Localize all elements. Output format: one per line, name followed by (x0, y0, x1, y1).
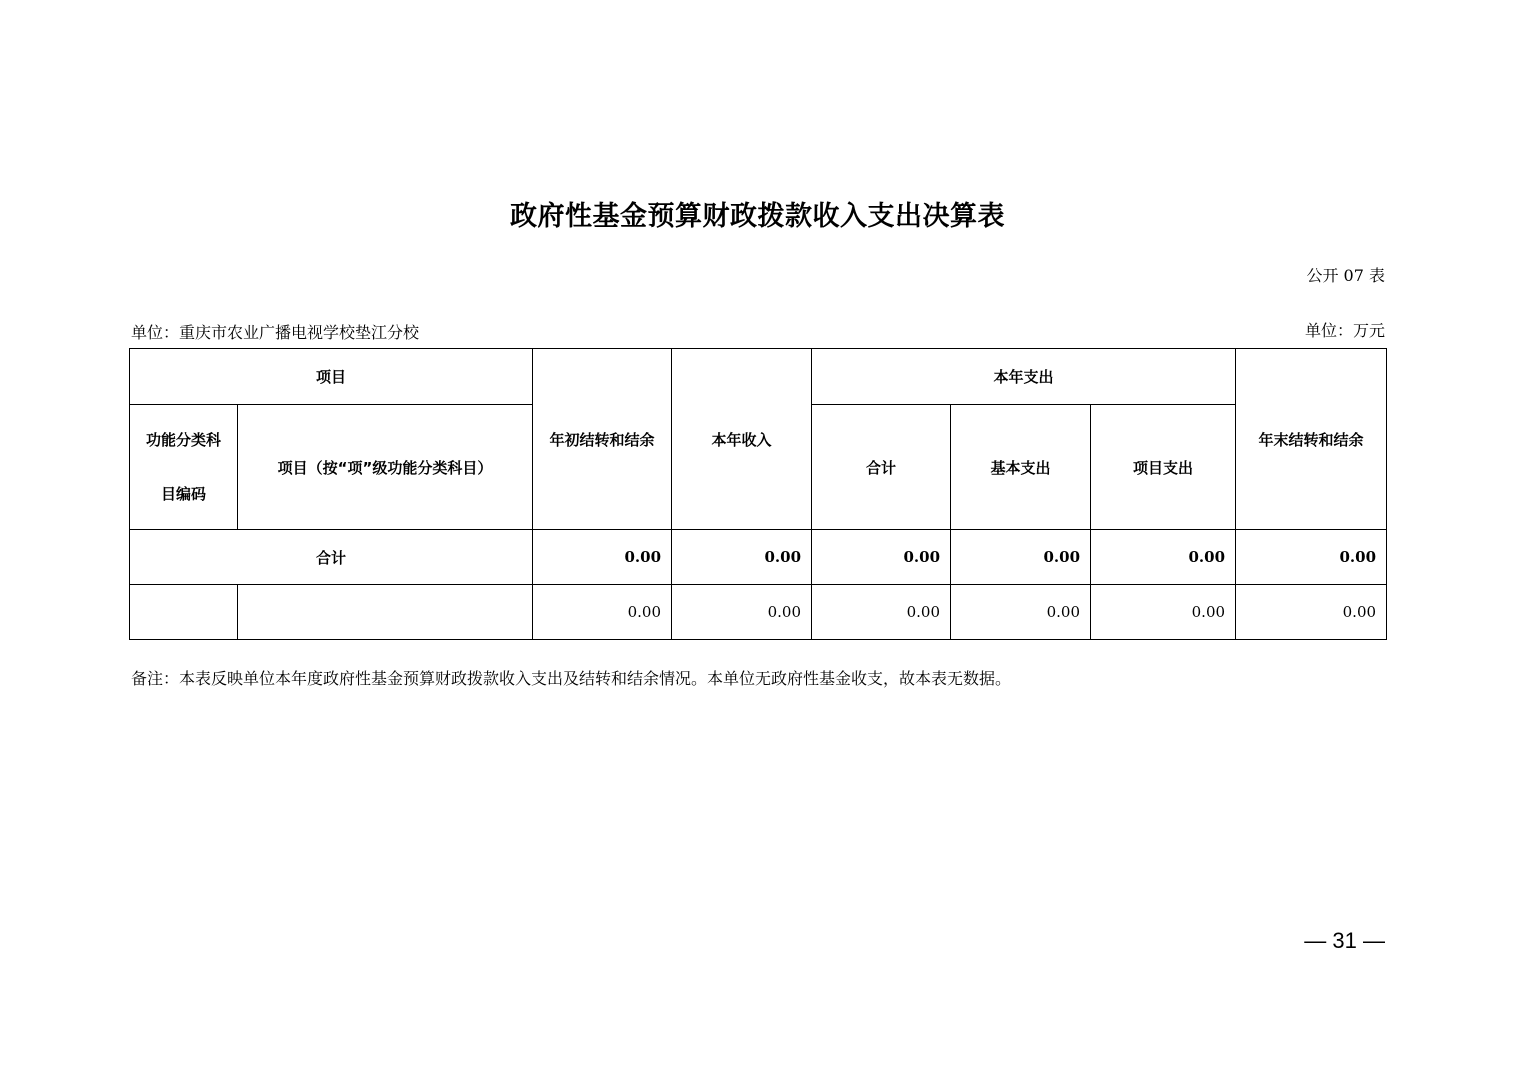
header-row-1 (130, 349, 1387, 405)
header-project-expense: 项目支出 (1091, 405, 1236, 530)
row-end: 0.00 (1236, 585, 1387, 640)
table-row (130, 585, 1387, 640)
page-title: 政府性基金预算财政拨款收入支出决算表 (510, 201, 1005, 232)
row-item (238, 585, 533, 640)
header-end-balance: 年末结转和结余 (1236, 349, 1387, 530)
header-code-line1: 功能分类科 (145, 431, 221, 449)
header-expense-sum: 合计 (812, 405, 951, 530)
header-code-line2: 目编码 (160, 485, 206, 503)
total-project: 0.00 (1091, 530, 1236, 585)
unit-name: 单位：重庆市农业广播电视学校垫江分校 (131, 323, 420, 342)
header-income: 本年收入 (672, 349, 812, 530)
total-end: 0.00 (1236, 530, 1387, 585)
header-project: 项目 (130, 349, 533, 405)
budget-table (129, 348, 1387, 640)
row-project: 0.00 (1091, 585, 1236, 640)
page-number: — 31 — (1304, 928, 1385, 953)
footnote: 备注：本表反映单位本年度政府性基金预算财政拨款收入支出及结转和结余情况。本单位无政府性基金收支，故本表无数据。 (131, 669, 1012, 688)
currency-unit: 单位：万元 (1304, 321, 1385, 340)
row-sum: 0.00 (812, 585, 951, 640)
table-number: 公开 07 表 (1306, 266, 1385, 285)
row-basic: 0.00 (951, 585, 1091, 640)
header-begin-balance: 年初结转和结余 (533, 349, 672, 530)
header-item: 项目（按“项”级功能分类科目） (238, 405, 533, 530)
header-code (130, 405, 238, 530)
total-label: 合计 (130, 530, 533, 585)
header-expense: 本年支出 (812, 349, 1236, 405)
total-basic: 0.00 (951, 530, 1091, 585)
row-income: 0.00 (672, 585, 812, 640)
total-sum: 0.00 (812, 530, 951, 585)
total-income: 0.00 (672, 530, 812, 585)
row-code (130, 585, 238, 640)
total-row (130, 530, 1387, 585)
total-begin: 0.00 (533, 530, 672, 585)
row-begin: 0.00 (533, 585, 672, 640)
header-basic-expense: 基本支出 (951, 405, 1091, 530)
